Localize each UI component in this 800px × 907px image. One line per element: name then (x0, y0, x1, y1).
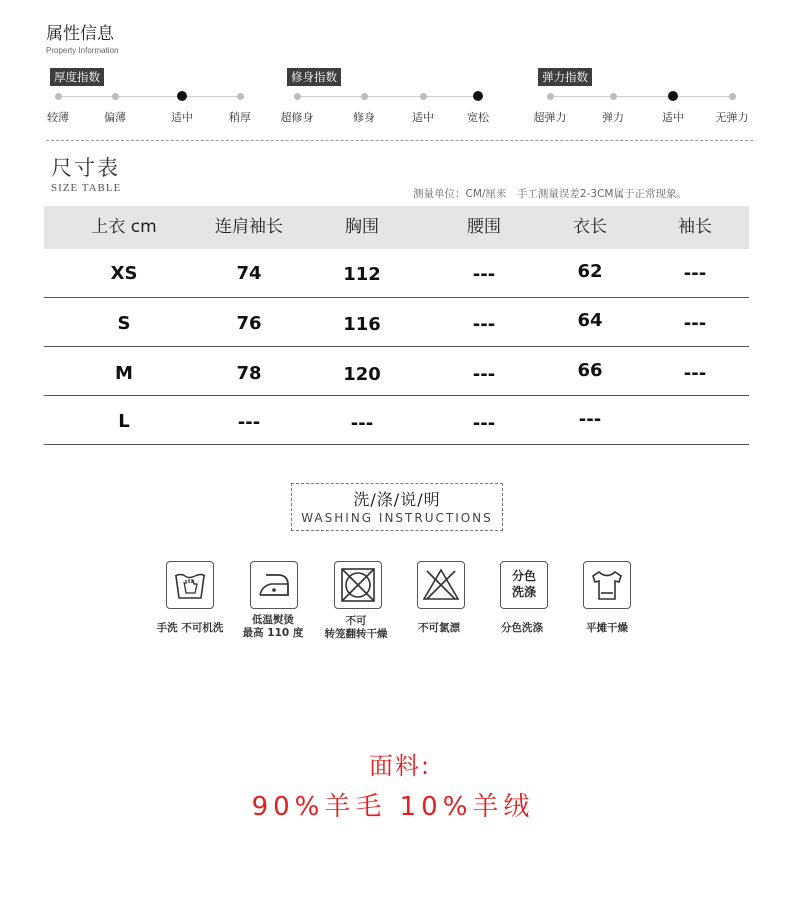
size-table-column-header: 连肩袖长 (215, 217, 283, 237)
size-table-title: 尺寸表 (51, 156, 120, 180)
table-row (44, 298, 749, 347)
size-value: 74 (236, 263, 262, 284)
wash-label: 不可氯漂 (418, 622, 460, 634)
property-subtitle: Property Information (46, 46, 119, 55)
low-iron-icon (250, 561, 298, 609)
hand-wash-icon (166, 561, 214, 609)
scale-badge: 厚度指数 (50, 68, 104, 86)
size-table-column-header: 上衣 cm (91, 217, 157, 237)
size-value: --- (472, 413, 496, 434)
scale-dot-selected (177, 91, 187, 101)
washing-subtitle: WASHING INSTRUCTIONS (301, 511, 493, 525)
table-row (44, 396, 749, 445)
scale-dot-selected (473, 91, 483, 101)
size-value: --- (472, 264, 496, 285)
flat-dry-icon (583, 561, 631, 609)
scale-0 (47, 66, 255, 126)
scale-option-label: 偏薄 (104, 111, 126, 124)
scale-option-label: 适中 (412, 111, 434, 124)
table-row (44, 249, 749, 298)
size-table-column-header: 衣长 (573, 217, 607, 237)
wash-label: 不可 转笼翻转干燥 (324, 615, 388, 640)
wash-separately-icon (500, 561, 548, 609)
measurement-note: 测量单位：CM/厘米 手工测量误差2-3CM属于正常现象。 (413, 188, 687, 200)
scale-badge: 弹力指数 (538, 68, 592, 86)
scale-1 (280, 66, 492, 126)
size-value: 64 (577, 310, 603, 331)
scale-badge: 修身指数 (287, 68, 341, 86)
size-table-body (44, 249, 749, 445)
scale-option-label: 超弹力 (533, 111, 567, 124)
size-label: M (115, 363, 133, 384)
scale-option-label: 宽松 (467, 111, 489, 124)
size-value: --- (472, 314, 496, 335)
size-table-column-header: 腰围 (467, 217, 501, 237)
size-label: L (118, 411, 130, 432)
size-value: 66 (577, 360, 603, 381)
scale-dot (547, 93, 554, 100)
scale-dot (237, 93, 244, 100)
size-value: --- (237, 412, 261, 433)
size-value: --- (578, 409, 602, 430)
scale-2 (533, 66, 749, 126)
scale-dot (55, 93, 62, 100)
table-row (44, 347, 749, 396)
size-label: S (117, 313, 131, 334)
scale-option-label: 较薄 (47, 111, 69, 124)
no-tumble-dry-icon (334, 561, 382, 609)
property-title: 属性信息 (46, 24, 114, 44)
size-label: XS (110, 263, 138, 284)
washing-heading (291, 483, 503, 531)
scale-option-label: 弹力 (602, 111, 624, 124)
size-table-column-header: 袖长 (678, 217, 712, 237)
size-value: --- (350, 413, 374, 434)
scale-dot (729, 93, 736, 100)
washing-title: 洗/涤/说/明 (353, 490, 441, 509)
section-divider (46, 140, 753, 141)
scale-dot (361, 93, 368, 100)
no-bleach-icon (417, 561, 465, 609)
size-value: 116 (343, 314, 381, 335)
size-table (44, 206, 749, 445)
size-value: 112 (343, 264, 381, 285)
fabric-composition: 90%羊毛 10%羊绒 (251, 792, 535, 822)
size-value: 62 (577, 261, 603, 282)
size-value: --- (683, 363, 707, 384)
size-value: --- (683, 263, 707, 284)
scale-dot (112, 93, 119, 100)
scale-option-label: 超修身 (280, 111, 314, 124)
scale-track (550, 96, 732, 97)
wash-label: 平摊干燥 (586, 622, 628, 634)
scale-track (297, 96, 478, 97)
wash-icon-text: 分色 洗涤 (511, 569, 536, 599)
scale-option-label: 适中 (171, 111, 193, 124)
scale-option-label: 无弹力 (715, 111, 749, 124)
scale-dot (420, 93, 427, 100)
scale-track (58, 96, 240, 97)
size-table-column-header: 胸围 (345, 217, 379, 237)
size-value: --- (683, 313, 707, 334)
size-value: --- (472, 364, 496, 385)
size-value: 76 (236, 313, 262, 334)
scale-option-label: 稍厚 (229, 111, 251, 124)
wash-label: 手洗 不可机洗 (156, 622, 224, 634)
scale-dot (294, 93, 301, 100)
wash-label: 分色洗涤 (501, 622, 543, 634)
wash-label: 低温熨烫 最高 110 度 (242, 614, 304, 639)
scale-option-label: 修身 (353, 111, 375, 124)
scale-option-label: 适中 (662, 111, 684, 124)
scale-dot (610, 93, 617, 100)
size-value: 78 (236, 363, 262, 384)
scale-dot-selected (668, 91, 678, 101)
size-table-subtitle: SIZE TABLE (51, 182, 122, 194)
size-table-header (44, 206, 749, 249)
fabric-title: 面料: (368, 752, 432, 780)
size-value: 120 (343, 364, 381, 385)
